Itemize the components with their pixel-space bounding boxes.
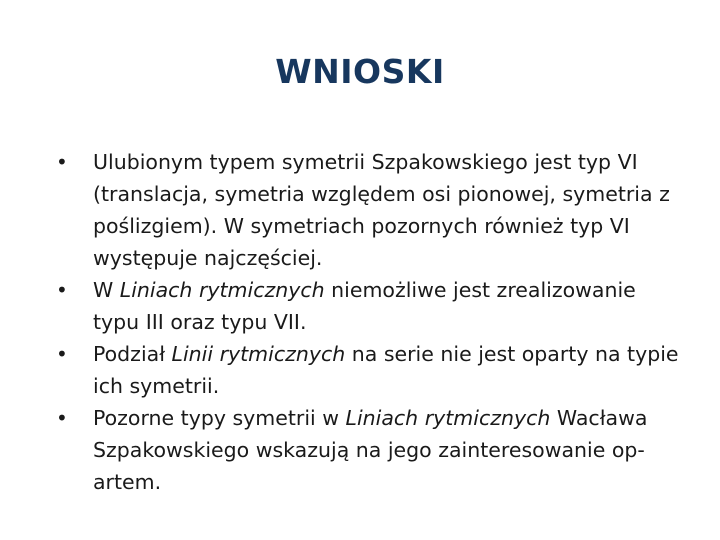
bullet-text: na serie nie jest oparty na typie ich symetrii. <box>93 342 679 398</box>
bullet-item-3 <box>56 338 688 402</box>
bullet-italic-text: Liniach rytmicznych <box>119 278 325 302</box>
bullet-text: niemożliwe jest zrealizowanie typu III oraz typu VII. <box>93 278 636 334</box>
bullet-text: Ulubionym typem symetrii Szpakowskiego jest typ VI (translacja, symetria względem osi pionowej, symetria z poślizgiem). W symetriach pozornych również typ VI występuje najczęściej. <box>93 150 670 270</box>
bullet-italic-text: Liniach rytmicznych <box>345 406 551 430</box>
bullet-dot: • <box>56 342 68 366</box>
bullet-dot: • <box>56 278 68 302</box>
bullet-text: Pozorne typy symetrii w <box>93 406 346 430</box>
bullet-list <box>56 146 688 498</box>
bullet-item-2 <box>56 274 688 338</box>
bullet-item-4 <box>56 402 688 498</box>
slide-title: WNIOSKI <box>275 52 445 91</box>
bullet-text: Podział <box>93 342 172 366</box>
bullet-text: Wacława Szpakowskiego wskazują na jego zainteresowanie op-artem. <box>93 406 648 494</box>
bullet-dot: • <box>56 406 68 430</box>
bullet-dot: • <box>56 150 68 174</box>
bullet-italic-text: Linii rytmicznych <box>171 342 346 366</box>
bullet-text: W <box>93 278 120 302</box>
bullet-item-1 <box>56 146 688 274</box>
